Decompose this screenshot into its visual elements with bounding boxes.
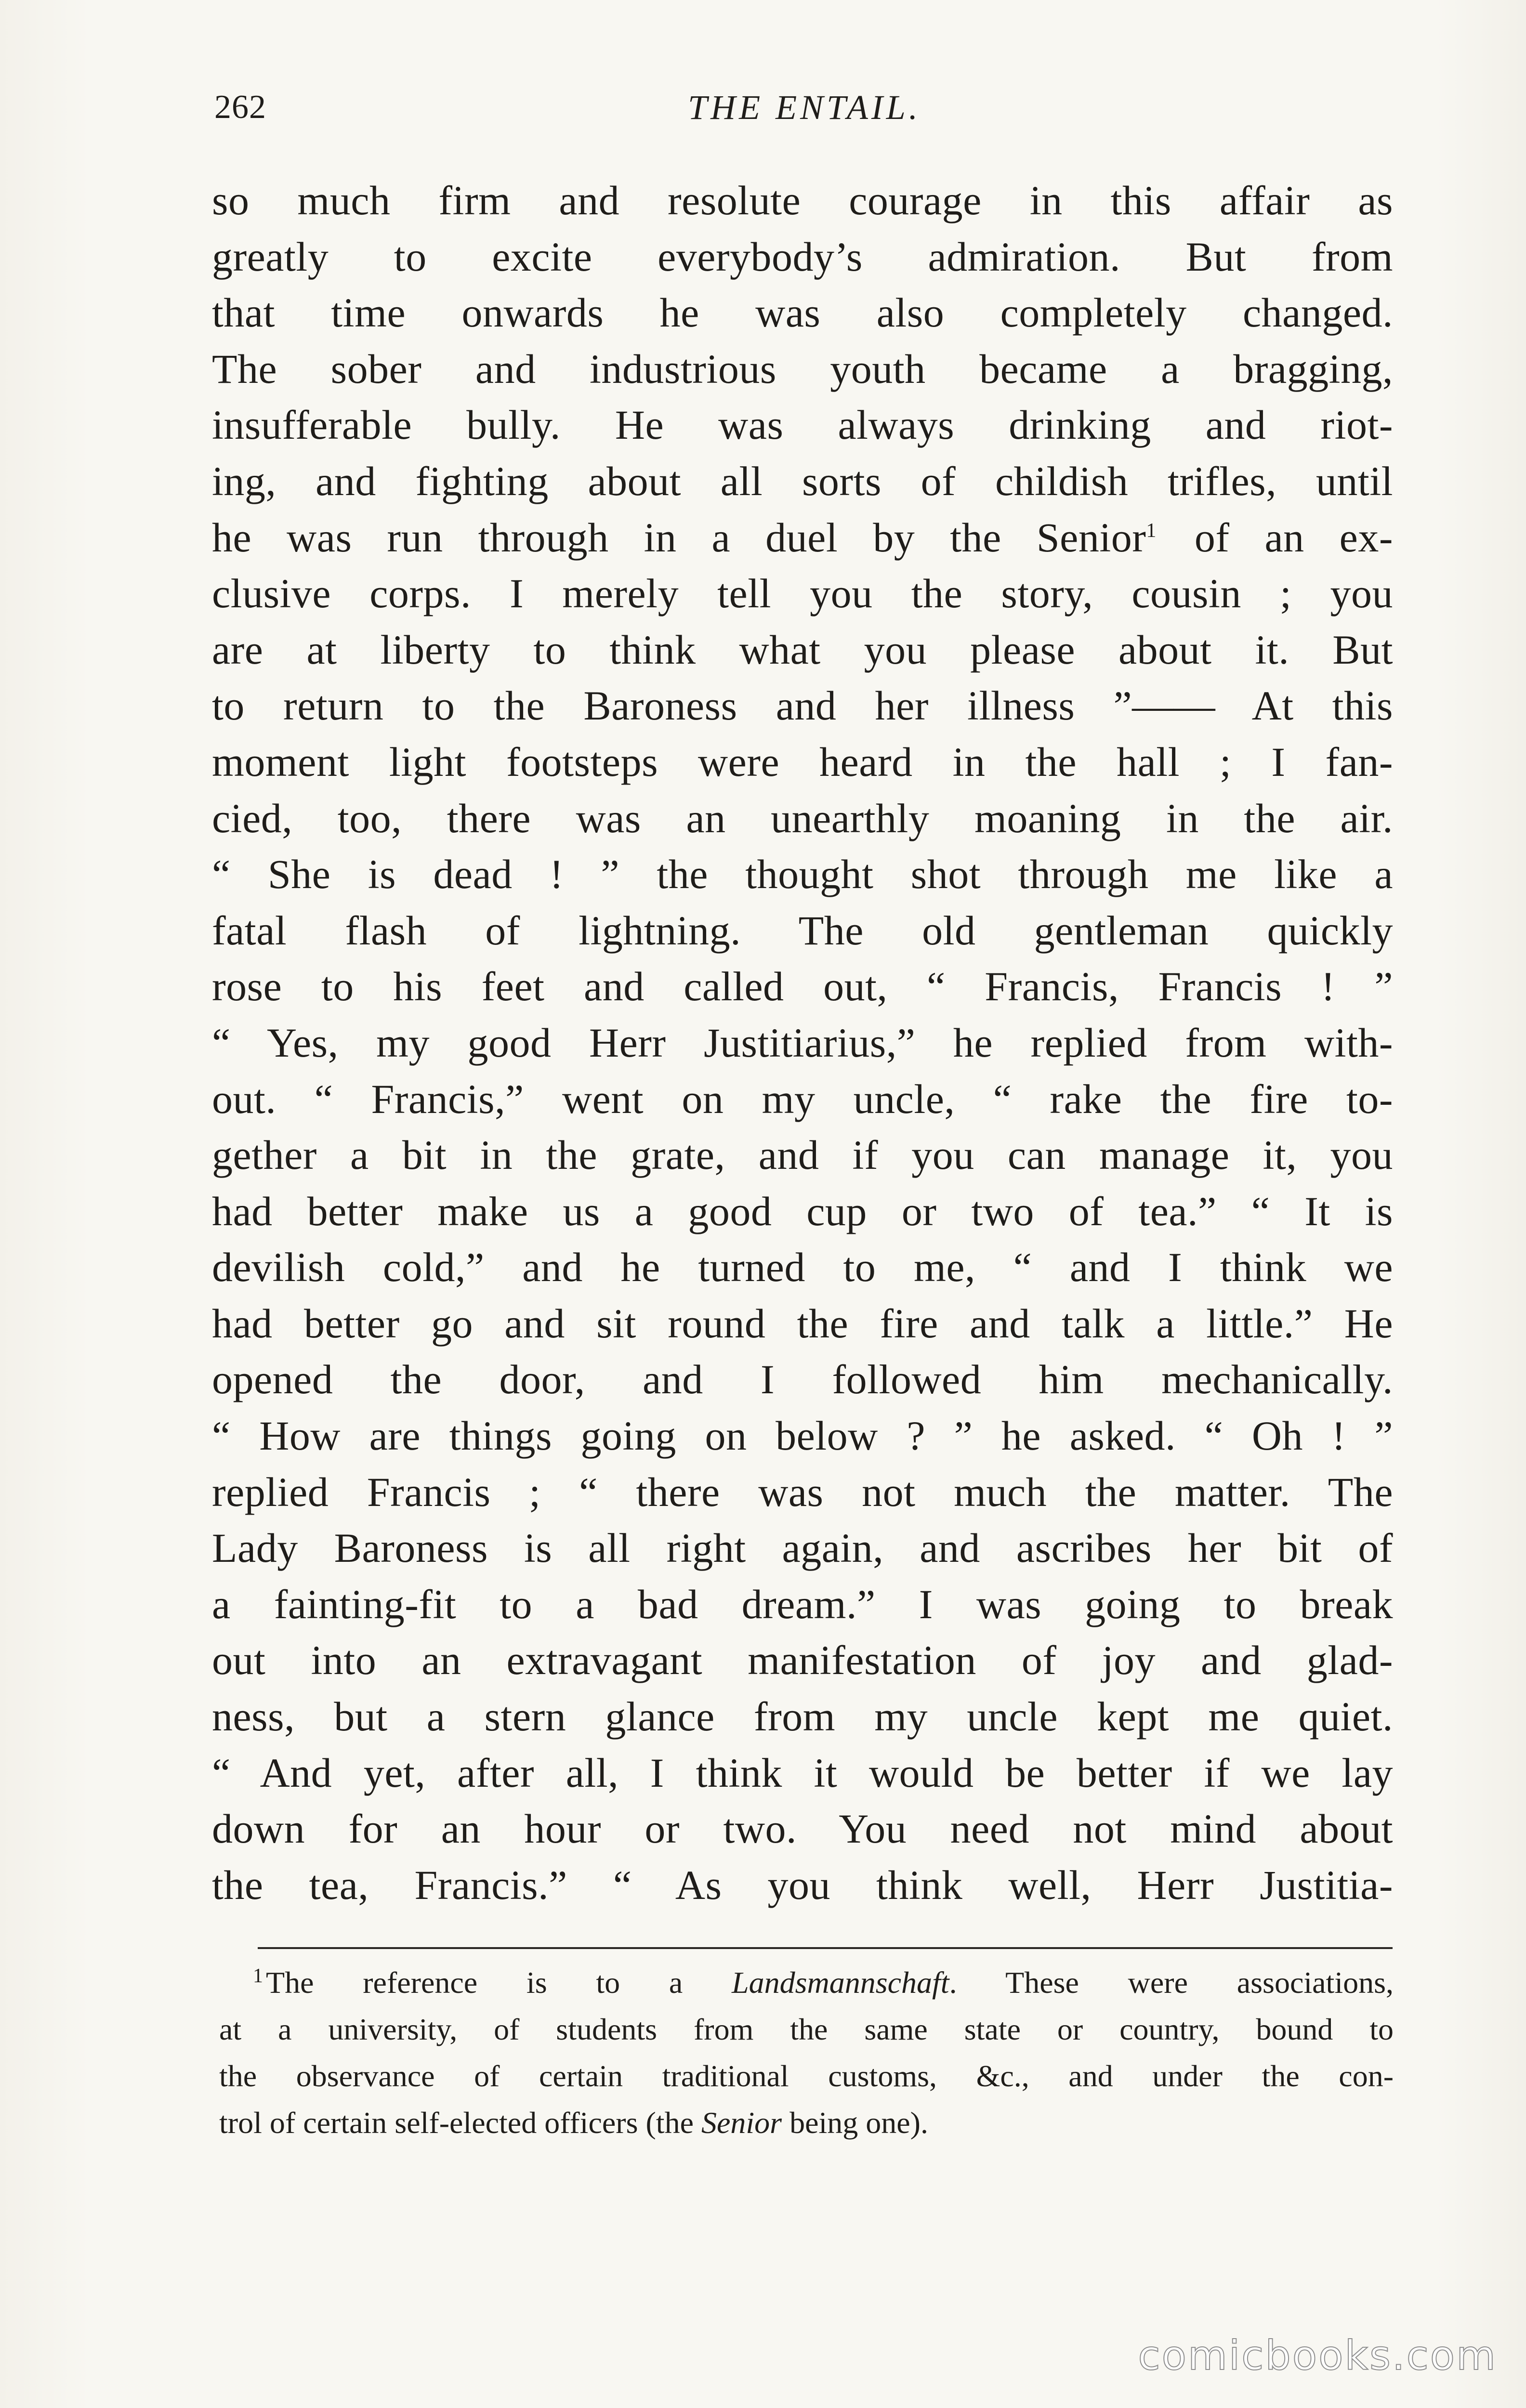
text-line: “ And yet, after all, I think it would be better if we lay: [212, 1749, 1393, 1796]
footnote-line: [219, 1959, 1394, 2006]
text-line: devilish cold,” and he turned to me, “ and I think we: [212, 1244, 1393, 1291]
text-line: opened the door, and I followed him mechanically.: [212, 1356, 1393, 1403]
italic-term: Senior: [701, 2106, 782, 2140]
body-text: [212, 172, 1393, 1913]
text-line: that time onwards he was also completely changed.: [212, 289, 1393, 336]
footnote: [219, 1959, 1394, 2146]
text-line: to return to the Baroness and her illness ”—— At this: [212, 682, 1393, 729]
text-line: out into an extravagant manifestation of joy and glad-: [212, 1637, 1393, 1684]
text-line: out. “ Francis,” went on my uncle, “ rake the fire to-: [212, 1075, 1393, 1122]
text-line-end: of an ex-: [1159, 514, 1393, 561]
text-line: down for an hour or two. You need not mind about: [212, 1806, 1393, 1852]
text-line: had better go and sit round the fire and talk a little.” He: [212, 1300, 1393, 1347]
italic-term: Landsmannschaft: [731, 1965, 949, 2000]
text-line: replied Francis ; “ there was not much the matter. The: [212, 1468, 1393, 1515]
text-line: rose to his feet and called out, “ Francis, Francis ! ”: [212, 963, 1393, 1010]
text-line: gether a bit in the grate, and if you can manage it, you: [212, 1132, 1393, 1178]
text-line: the tea, Francis.” “ As you think well, Herr Justitia-: [212, 1861, 1393, 1908]
text-line: a fainting-fit to a bad dream.” I was going to break: [212, 1581, 1393, 1627]
text-line: greatly to excite everybody’s admiration. But from: [212, 233, 1393, 280]
footnote-marker: 1: [253, 1964, 263, 1987]
text-line-start: he was run through in a duel by the Senior: [212, 514, 1146, 561]
running-head: THE ENTAIL.: [688, 88, 921, 127]
footnote-line: the observance of certain traditional customs, &c., and under the con-: [219, 2059, 1394, 2093]
text-line: had better make us a good cup or two of tea.” “ It is: [212, 1188, 1393, 1234]
text-line: so much firm and resolute courage in this affair as: [212, 177, 1393, 223]
text-line: fatal flash of lightning. The old gentleman quickly: [212, 907, 1393, 954]
footnote-line: trol of certain self-elected officers (the Senior being one).: [219, 2106, 928, 2140]
text-line: “ She is dead ! ” the thought shot through me like a: [212, 851, 1393, 898]
text-line: Lady Baroness is all right again, and ascribes her bit of: [212, 1525, 1393, 1571]
footnote-divider: [258, 1947, 1393, 1949]
text-line: cied, too, there was an unearthly moaning in the air.: [212, 795, 1393, 841]
text-line: insufferable bully. He was always drinking and riot-: [212, 402, 1393, 448]
text-line: ness, but a stern glance from my uncle kept me quiet.: [212, 1693, 1393, 1740]
text-line: The sober and industrious youth became a bragging,: [212, 345, 1393, 392]
text-line: ing, and fighting about all sorts of childish trifles, until: [212, 458, 1393, 504]
watermark: comicbooks.com: [1138, 2332, 1497, 2379]
text-line: clusive corps. I merely tell you the story, cousin ; you: [212, 570, 1393, 617]
footnote-reference-marker: 1: [1146, 519, 1157, 542]
footnote-line: at a university, of students from the same state or country, bound to: [219, 2012, 1394, 2046]
footnote-line-text: The reference is to a Landsmannschaft. These were associations,: [266, 1965, 1394, 2000]
page-number: 262: [214, 89, 266, 126]
text-line: are at liberty to think what you please about it. But: [212, 626, 1393, 673]
text-line: moment light footsteps were heard in the hall ; I fan-: [212, 738, 1393, 785]
text-line-with-footnote-ref: [212, 510, 1393, 566]
text-line: “ Yes, my good Herr Justitiarius,” he replied from with-: [212, 1019, 1393, 1066]
page-header: [214, 86, 1394, 129]
text-line: “ How are things going on below ? ” he asked. “ Oh ! ”: [212, 1413, 1393, 1459]
